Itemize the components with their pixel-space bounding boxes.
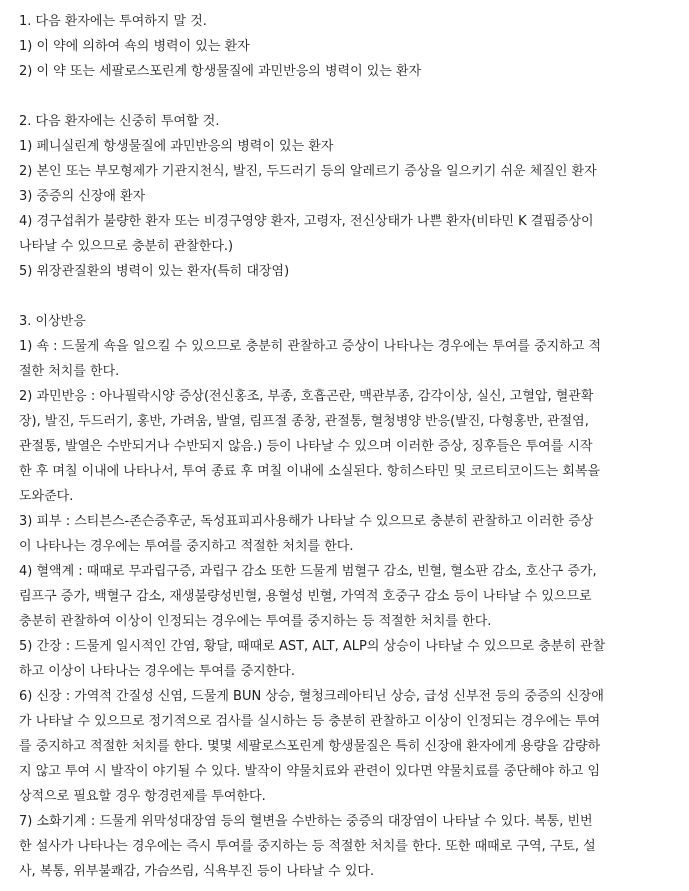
text-line: 1) 페니실린계 항생물질에 과민반응의 병력이 있는 환자 bbox=[19, 139, 334, 154]
text-line: 를 중지하고 적절한 처치를 한다. 몇몇 세팔로스포린계 항생물질은 특히 신장애 환자에게 용량을 감량하 bbox=[19, 739, 601, 754]
text-line: 하고 이상이 나타나는 경우에는 투여를 중지한다. bbox=[19, 664, 295, 679]
text-line: 절한 처치를 한다. bbox=[19, 364, 120, 379]
text-line: 지 않고 투여 시 발작이 야기될 수 있다. 발작이 약물치료와 관련이 있다면 약물치료를 중단해야 하고 임 bbox=[19, 764, 600, 779]
text-line: 한 후 며칠 이내에 나타나서, 투여 종료 후 며칠 이내에 소실된다. 항히스타민 및 코르티코이드는 회복을 bbox=[19, 464, 600, 479]
text-line: 1) 쇽 : 드물게 쇽을 일으킬 수 있으므로 충분히 관찰하고 증상이 나타나는 경우에는 투여를 중지하고 적 bbox=[19, 339, 602, 354]
text-line: 7) 소화기계 : 드물게 위막성대장염 등의 혈변을 수반하는 중증의 대장염이 나타날 수 있다. 복통, 빈번 bbox=[19, 814, 593, 829]
text-line: 가 나타날 수 있으므로 정기적으로 검사를 실시하는 등 충분히 관찰하고 이상이 인정되는 경우에는 투여 bbox=[19, 714, 601, 729]
text-line: 도와준다. bbox=[19, 489, 74, 504]
text-line: 나타날 수 있으므로 충분히 관찰한다.) bbox=[19, 239, 234, 254]
text-line: 장), 발진, 두드러기, 홍반, 가려움, 발열, 림프절 종창, 관절통, 혈청병양 반응(발진, 다형홍반, 관절염, bbox=[19, 414, 589, 429]
text-line: 관절통, 발열은 수반되거나 수반되지 않음.) 등이 나타날 수 있으며 이러한 증상, 징후들은 투여를 시작 bbox=[19, 439, 593, 454]
section-adverse-reactions bbox=[19, 309, 679, 884]
text-line: 2) 과민반응 : 아나필락시양 증상(전신홍조, 부종, 호흡곤란, 맥관부종, 감각이상, 실신, 고혈압, 혈관확 bbox=[19, 389, 594, 404]
text-line: 한 설사가 나타나는 경우에는 즉시 투여를 중지하는 등 적절한 처치를 한다. 또한 때때로 구역, 구토, 설 bbox=[19, 839, 596, 854]
text-line: 림프구 증가, 백혈구 감소, 재생불량성빈혈, 용혈성 빈혈, 가역적 호중구 감소 등이 나타날 수 있으므로 bbox=[19, 589, 592, 604]
section-careful-administration bbox=[19, 109, 679, 284]
text-line: 1) 이 약에 의하여 쇽의 병력이 있는 환자 bbox=[19, 39, 250, 54]
section-heading: 3. 이상반응 bbox=[19, 314, 86, 329]
text-line: 상적으로 필요할 경우 항경련제를 투여한다. bbox=[19, 789, 266, 804]
text-line: 4) 혈액계 : 때때로 무과립구증, 과립구 감소 또한 드물게 범혈구 감소, 빈혈, 혈소판 감소, 호산구 증가, bbox=[19, 564, 597, 579]
text-line: 3) 피부 : 스티븐스-존슨증후군, 독성표피괴사용해가 나타날 수 있으므로 충분히 관찰하고 이러한 증상 bbox=[19, 514, 594, 529]
section-heading: 2. 다음 환자에는 신중히 투여할 것. bbox=[19, 114, 220, 129]
drug-precautions-document bbox=[19, 9, 679, 884]
section-heading: 1. 다음 환자에는 투여하지 말 것. bbox=[19, 14, 207, 29]
section-contraindications bbox=[19, 9, 679, 84]
text-line: 5) 간장 : 드물게 일시적인 간염, 황달, 때때로 AST, ALT, ALP의 상승이 나타날 수 있으므로 충분히 관찰 bbox=[19, 639, 606, 654]
text-line: 2) 본인 또는 부모형제가 기관지천식, 발진, 두드러기 등의 알레르기 증상을 일으키기 쉬운 체질인 환자 bbox=[19, 164, 597, 179]
text-line: 사, 복통, 위부불쾌감, 가슴쓰림, 식욕부진 등이 나타날 수 있다. bbox=[19, 864, 375, 879]
text-line: 2) 이 약 또는 세팔로스포린계 항생물질에 과민반응의 병력이 있는 환자 bbox=[19, 64, 422, 79]
text-line: 6) 신장 : 가역적 간질성 신염, 드물게 BUN 상승, 혈청크레아티닌 상승, 급성 신부전 등의 중증의 신장애 bbox=[19, 689, 604, 704]
paragraph-spacer bbox=[19, 84, 679, 109]
text-line: 충분히 관찰하여 이상이 인정되는 경우에는 투여를 중지하는 등 적절한 처치를 한다. bbox=[19, 614, 492, 629]
paragraph-spacer bbox=[19, 284, 679, 309]
text-line: 이 나타나는 경우에는 투여를 중지하고 적절한 처치를 한다. bbox=[19, 539, 354, 554]
text-line: 3) 중증의 신장애 환자 bbox=[19, 189, 146, 204]
text-line: 4) 경구섭취가 불량한 환자 또는 비경구영양 환자, 고령자, 전신상태가 나쁜 환자(비타민 K 결핍증상이 bbox=[19, 214, 594, 229]
text-line: 5) 위장관질환의 병력이 있는 환자(특히 대장염) bbox=[19, 264, 290, 279]
